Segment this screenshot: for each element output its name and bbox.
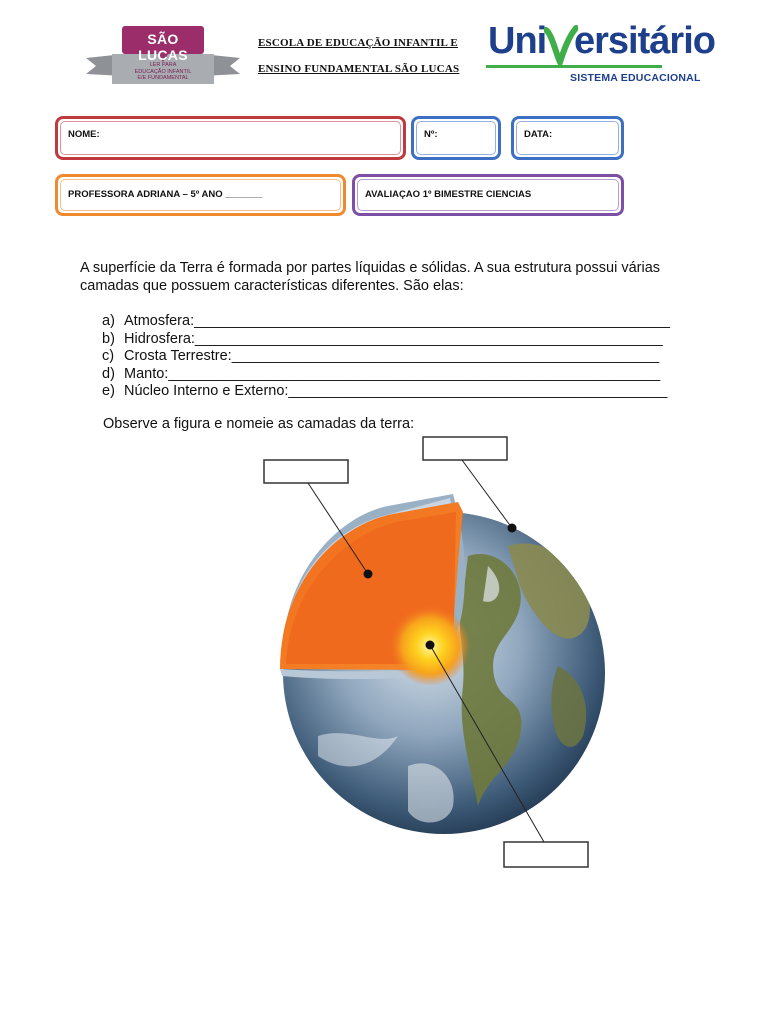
nome-field[interactable] <box>55 116 406 160</box>
universitario-v-swoosh <box>544 24 578 66</box>
professora-field[interactable] <box>55 174 346 216</box>
question-item[interactable]: d) Manto:_____________________________________________________________ <box>102 365 661 382</box>
core-pointer-dot <box>426 641 435 650</box>
sao-lucas-logo-text: SÃO LUCAS <box>138 31 188 63</box>
avaliacao-label: AVALIAÇAO 1º BIMESTRE CIENCIAS <box>365 189 532 200</box>
universitario-logo <box>484 18 715 88</box>
crust-pointer-dot <box>508 524 517 533</box>
data-label: DATA: <box>524 129 553 140</box>
question-item[interactable]: a) Atmosfera:___________________________________________________________ <box>102 313 670 329</box>
question-item[interactable]: c) Crosta Terrestre:_____________________________________________________ <box>102 348 660 364</box>
label-box-crust <box>423 437 507 460</box>
universitario-tagline: SISTEMA EDUCACIONAL <box>570 72 701 84</box>
universitario-logo-part2: ersitário <box>574 20 715 62</box>
sao-lucas-logo <box>84 24 242 90</box>
label-box-mantle <box>264 460 348 483</box>
earth-cutaway-illustration <box>258 436 612 896</box>
professora-label: PROFESSORA ADRIANA – 5º ANO _______ <box>68 189 263 200</box>
earth-layers-figure <box>258 436 612 896</box>
label-box-core <box>504 842 588 867</box>
universitario-logo-part1: Uni <box>488 20 547 62</box>
avaliacao-field[interactable] <box>352 174 624 216</box>
observe-instruction: Observe a figura e nomeie as camadas da terra: <box>103 416 415 432</box>
sao-lucas-ribbon-text: LER PARA EDUCAÇÃO INFANTIL E/E FUNDAMENTAL <box>134 62 192 81</box>
question-item[interactable]: e) Núcleo Interno e Externo:_______________________________________________ <box>102 383 668 399</box>
intro-paragraph: A superfície da Terra é formada por partes líquidas e sólidas. A sua estrutura possui várias camadas que possuem características diferentes. São elas: <box>80 260 661 294</box>
school-name-line-2: ENSINO FUNDAMENTAL SÃO LUCAS <box>258 63 460 75</box>
numero-field[interactable] <box>411 116 501 160</box>
data-field[interactable] <box>511 116 624 160</box>
question-item[interactable]: b) Hidrosfera:__________________________________________________________ <box>102 330 663 347</box>
universitario-underline <box>486 65 662 68</box>
layers-question-list <box>102 313 702 401</box>
nome-label: NOME: <box>68 129 100 140</box>
mantle-pointer-dot <box>364 570 373 579</box>
school-name-line-1: ESCOLA DE EDUCAÇÃO INFANTIL E <box>258 37 458 49</box>
numero-label: Nº: <box>424 129 438 140</box>
